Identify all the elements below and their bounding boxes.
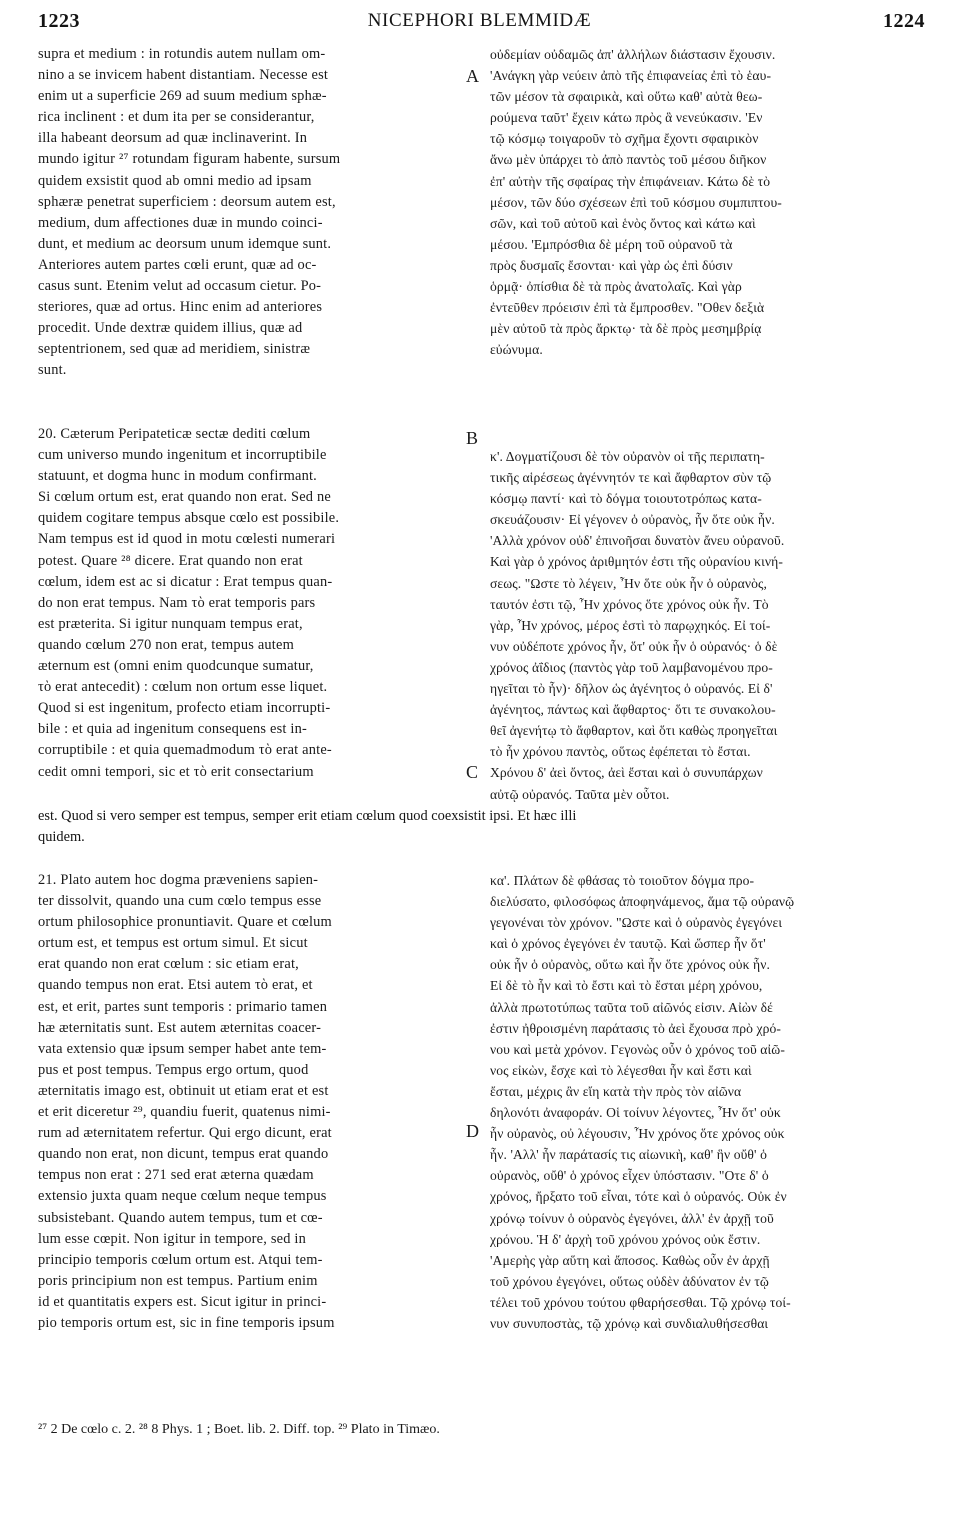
full-width-line: est. Quod si vero semper est tempus, semper erit etiam cœlum quod coexsistit ipsi. Et hæc illi quidem. xyxy=(38,808,577,846)
page-header xyxy=(0,6,959,40)
margin-marker-b: B xyxy=(466,428,479,448)
latin-paragraph-21: 21. Plato autem hoc dogma præveniens sapien- ter dissolvit, quando una cum cœlo tempus esse ortum philosophice pronuntiavit. Quare et cœlum ortum est, et tempus est ortum simul. Et sicut erat quando non erat cœlum : sic etiam erat, quando tempus non erat. Etsi autem τὸ erat, et est, et erit, partes sunt temporis : primario tamen hæ æternitatis sunt. Est autem æternitas coacer- vata extensio quæ ipsum semper habet ante tem- pus et post tempus. Tempus ergo ortum, quod æternitatis imago est, obtinuit ut etiam erat et est et erit diceretur ²⁹, quandiu fuerit, quatenus nimi- rum ad æternitatem refertur. Qui ergo dicunt, erat quando non erat, non dicunt, tempus erat quando tempus non erat : 271 sed erat æterna quædam extensio juxta quam neque cœlum neque tempus subsistebant. Quando autem tempus, tum et cœ- lum esse cœpit. Non igitur in tempore, sed in principio temporis cœlum ortum est. Atqui tem- poris principium non est tempus. Partium enim id et quantitatis expers est. Sicut igitur in princi- pio temporis ortum est, sic in fine temporis ipsum xyxy=(38,872,335,1331)
margin-marker-c: C xyxy=(466,762,479,782)
latin-paragraph-20: 20. Cæterum Peripateticæ sectæ dediti cœlum cum universo mundo ingenitum et incorruptibile statuunt, et dogma hunc in modum confirmant. Si cœlum ortum est, erat quando non erat. Sed ne quidem cogitare tempus absque cœlo est possibile. Nam tempus est id quod in motu cœlesti numerari potest. Quare ²⁸ dicere. Erat quando non erat cœlum, idem est ac si dicatur : Erat tempus quan- do non erat tempus. Nam τὸ erat temporis pars est præterita. Si igitur nunquam tempus erat, quando cœlum 270 non erat, tempus autem æternum est (omni enim quodcunque sumatur, τὸ erat antecedit) : cœlum non ortum esse liquet. Quod si est ingenitum, profecto etiam incorrupti- bile : et quia ad ingenitum consequens est in- corruptibile : et quia quemadmodum τὸ erat ante- cedit omni tempori, sic et τὸ erit consectarium xyxy=(38,426,340,780)
left-page-number: 1223 xyxy=(38,10,80,32)
margin-marker-d: D xyxy=(466,1121,479,1141)
right-page-number: 1224 xyxy=(883,10,925,32)
footnotes: ²⁷ 2 De cœlo c. 2. ²⁸ 8 Phys. 1 ; Boet. lib. 2. Diff. top. ²⁹ Plato in Timæo. xyxy=(38,1422,440,1437)
greek-paragraph-20: κ'. Δογματίζουσι δὲ τὸν οὐρανὸν οἱ τῆς περιπατη- τικῆς αἱρέσεως ἀγέννητόν τε καὶ ἄφθαρτον σὺν τῷ κόσμῳ παντί· καὶ τὸ δόγμα τοιουτοτρόπως κατα- σκευάζουσιν· Εἰ γέγονεν ὁ οὐρανὸς, ἦν ὅτε οὐκ ἦν. 'Αλλὰ χρόνον οὐδ' ἐπινοῆσαι δυνατὸν ἄνευ οὐρανοῦ. Καὶ γὰρ ὁ χρόνος ἀριθμητόν ἐστι τῆς οὐρανίου κινή- σεως. "Ωστε τὸ λέγειν, Ἦν ὅτε οὐκ ἦν ὁ οὐρανὸς, ταυτόν ἐστι τῷ, Ἦν χρόνος ὅτε χρόνος οὐκ ἦν. Τὸ γὰρ, Ἦν χρόνος, μέρος ἐστὶ τὸ παρῳχηκός. Εἰ τοί- νυν οὐδέποτε χρόνος ἦν, ὅτ' οὐκ ἦν ὁ οὐρανός· ὁ δὲ χρόνος ἀΐδιος (παντὸς γὰρ τοῦ λαμβανομένου προ- ηγεῖται τὸ ἦν)· δῆλον ὡς ἀγένητος ὁ οὐρανός. Εἰ δ' ἀγένητος, πάντως καὶ ἄφθαρτος· ὅτι τε συνακολου- θεῖ ἀγενήτῳ τὸ ἄφθαρτον, καὶ ὅτι καθὼς προηγεῖται τὸ ἦν χρόνου παντὸς, οὕτως ἐφέπεται τὸ ἔσται. Χρόνου δ' ἀεὶ ὄντος, ἀεὶ ἔσται καὶ ὁ συνυπάρχων αὐτῷ οὐρανός. Ταῦτα μὲν οὗτοι. xyxy=(490,449,785,802)
latin-paragraph-1: supra et medium : in rotundis autem nullam om- nino a se invicem habent distantiam. Necesse est enim ut a superficie 269 ad suum medium sphæ- rica inclinent : et dum ita per se considerantur, illa habeant deorsum ad quæ inclinaverint. In mundo igitur ²⁷ rotundam figuram habente, sursum quidem exsistit quod ab omni medio ad ipsam sphæræ penetrat superficiem : deorsum autem est, medium, dum affectiones duæ in mundo coinci- dunt, et medium ac deorsum unum idemque sunt. Anteriores autem partes cœli erunt, quæ ad oc- casus sunt. Etenim velut ad occasum cietur. Po- steriores, quæ ad ortus. Hinc enim ad anteriores procedit. Unde dextræ quidem illius, quæ ad septentrionem, sed quæ ad meridiem, sinistræ sunt. xyxy=(38,46,341,379)
greek-paragraph-21: κα'. Πλάτων δὲ φθάσας τὸ τοιοῦτον δόγμα προ- διελύσατο, φιλοσόφως ἀποφηνάμενος, ἅμα τῷ οὐρανῷ γεγονέναι τὸν χρόνον. "Ωστε καὶ ὁ οὐρανὸς ἐγεγόνει καὶ ὁ χρόνος ἐγεγόνει ἐν ταυτῷ. Καὶ ὥσπερ ἦν ὅτ' οὐκ ἦν ὁ οὐρανὸς, οὕτω καὶ ἦν ὅτε χρόνος οὐκ ἦν. Εἰ δὲ τὸ ἦν καὶ τὸ ἔστι καὶ τὸ ἔσται μέρη χρόνου, ἀλλὰ πρωτοτύπως ταῦτα τοῦ αἰῶνός εἰσιν. Αἰὼν δέ ἐστιν ἠθροισμένη παράτασις τὸ ἀεὶ ἔχουσα πρὸ χρό- νου καὶ μετὰ χρόνον. Γεγονὼς οὖν ὁ χρόνος τοῦ αἰῶ- νος εἰκὼν, ἔσχε καὶ τὸ λέγεσθαι ἦν καὶ ἔστι καὶ ἔσται, μέχρις ἂν εἴη κατὰ τὴν πρὸς τὸν αἰῶνα δηλονότι ἀναφοράν. Οἱ τοίνυν λέγοντες, Ἦν ὅτ' οὐκ ἦν οὐρανὸς, οὐ λέγουσιν, Ἦν χρόνος ὅτε χρόνος οὐκ ἦν. 'Αλλ' ἦν παράτασίς τις αἰωνικὴ, καθ' ἣν οὔθ' ὁ οὐρανὸς, οὔθ' ὁ χρόνος εἶχεν ὑπόστασιν. "Οτε δ' ὁ χρόνος, ἤρξατο τοῦ εἶναι, τότε καὶ ὁ οὐρανός. Οὐκ ἐν χρόνῳ τοίνυν ὁ οὐρανὸς ἐγεγόνει, ἀλλ' ἐν ἀρχῇ τοῦ χρόνου. Ἡ δ' ἀρχὴ τοῦ χρόνου χρόνος οὐκ ἔστιν. 'Αμερὴς γὰρ αὕτη καὶ ἄποσος. Καθὼς οὖν ἐν ἀρχῇ τοῦ χρόνου ἐγεγόνει, οὕτως οὐδὲν ἀδύνατον ἐν τῷ τέλει τοῦ χρόνου τούτου φθαρήσεσθαι. Τῷ χρόνῳ τοί- νυν συνυποστὰς, τῷ χρόνῳ καὶ συνδιαλυθήσεσθαι xyxy=(490,873,795,1331)
margin-marker-a: A xyxy=(466,66,479,86)
running-title: NICEPHORI BLEMMIDÆ xyxy=(367,10,592,31)
greek-paragraph-1: οὐδεμίαν οὐδαμῶς ἀπ' ἀλλήλων διάστασιν ἔχουσιν. 'Ανάγκη γὰρ νεύειν ἀπὸ τῆς ἐπιφανείας ἐπὶ τὸ ἑαυ- τῶν μέσον τὰ σφαιρικὰ, καὶ οὕτω καθ' αὑτὰ θεω- ρούμενα ταῦτ' ἔχειν κάτω πρὸς ἃ νενεύκασιν. 'Εν τῷ κόσμῳ τοιγαροῦν τὸ σχῆμα ἔχοντι σφαιρικὸν ἄνω μὲν ὑπάρχει τὸ ἀπὸ παντὸς τοῦ μέσου διῆκον ἐπ' αὐτὴν τῆς σφαίρας τὴν ἐπιφάνειαν. Κάτω δὲ τὸ μέσον, τῶν δύο σχέσεων ἐπὶ τοῦ κόσμου συμπιπτου- σῶν, καὶ τοῦ αὐτοῦ καὶ ἑνὸς ὄντος καὶ κάτω καὶ μέσου. 'Εμπρόσθια δὲ μέρη τοῦ οὐρανοῦ τὰ πρὸς δυσμαῖς ἔσονται· καὶ γὰρ ὡς ἐπὶ δύσιν ὁρμᾷ· ὀπίσθια δὲ τὰ πρὸς ἀνατολαῖς. Καὶ γὰρ ἐντεῦθεν πρόεισιν ἐπὶ τὰ ἔμπροσθεν. "Οθεν δεξιὰ μὲν αὐτοῦ τὰ πρὸς ἄρκτῳ· τὰ δὲ πρὸς μεσημβρίᾳ εὐώνυμα. xyxy=(490,47,782,358)
